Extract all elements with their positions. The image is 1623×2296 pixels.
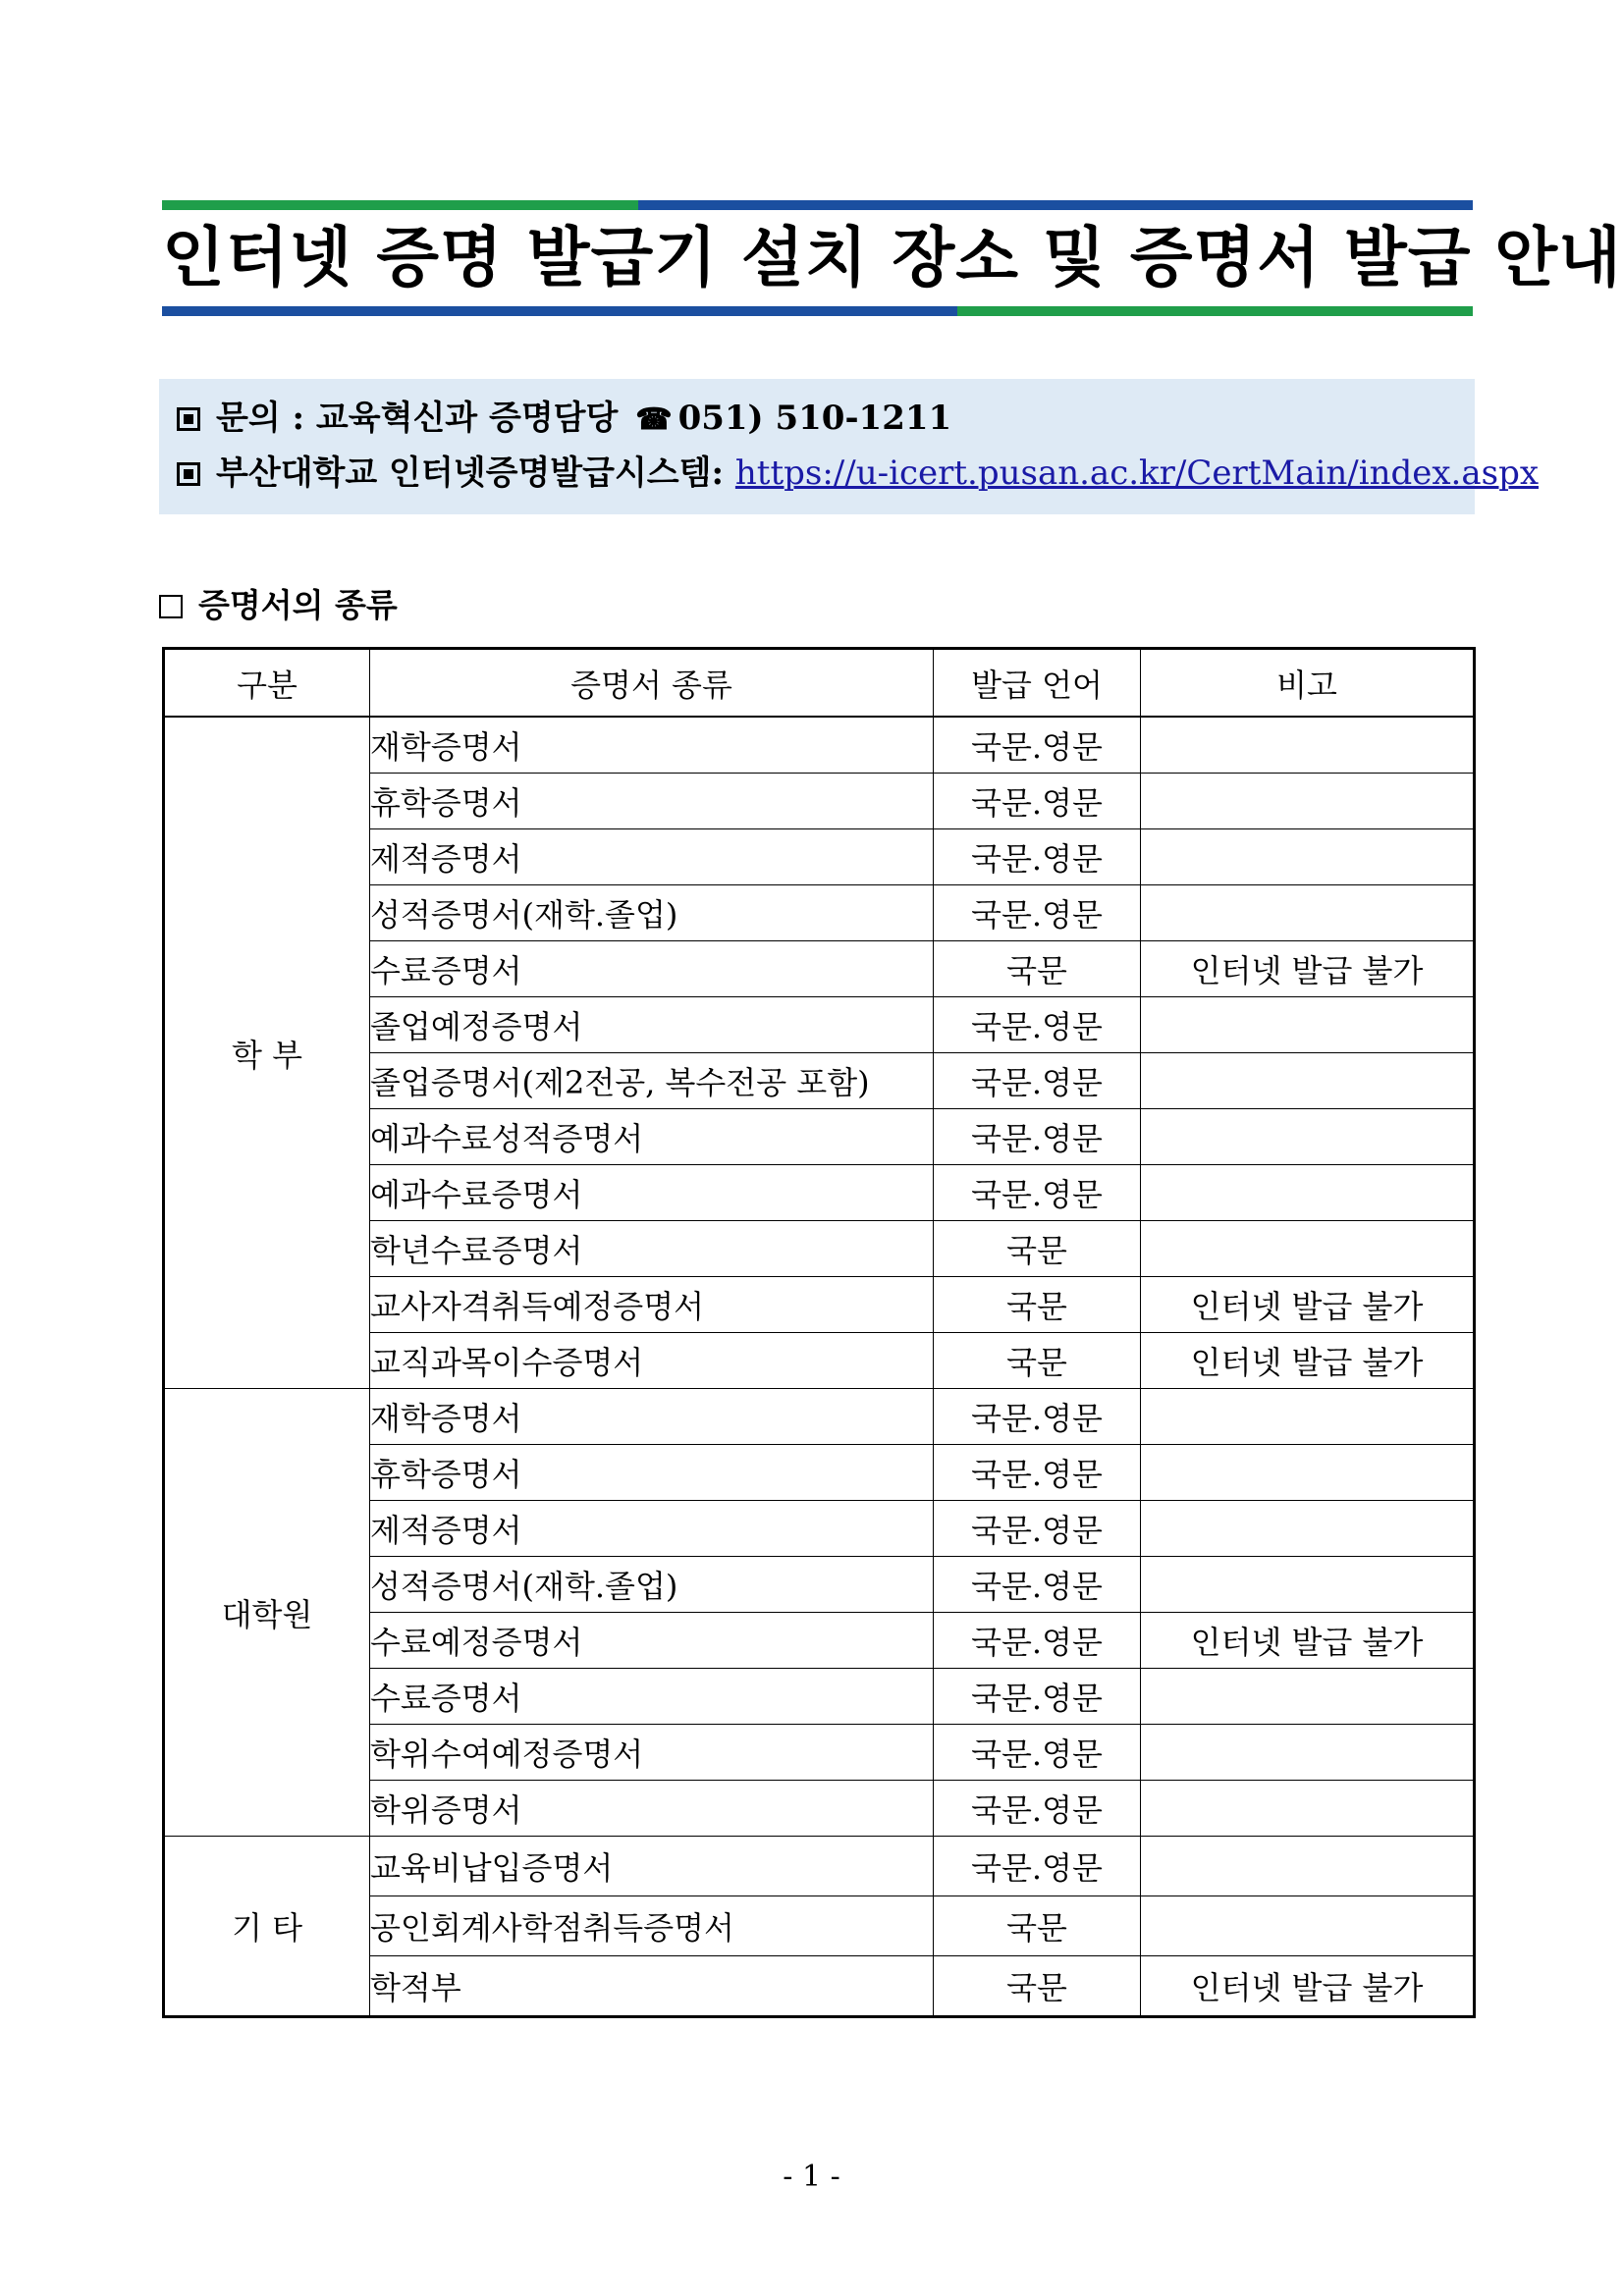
certificate-table xyxy=(162,647,1476,2018)
category-cell: 학 부 xyxy=(164,717,370,1389)
language-cell: 국문.영문 xyxy=(934,1445,1141,1501)
table-body xyxy=(164,717,1475,2017)
contact-info-box xyxy=(159,379,1540,514)
language-cell: 국문.영문 xyxy=(934,717,1141,774)
language-cell: 국문.영문 xyxy=(934,829,1141,885)
certificate-name-cell: 교직과목이수증명서 xyxy=(370,1333,934,1389)
language-cell: 국문 xyxy=(934,1896,1141,1956)
filled-square-bullet-icon xyxy=(177,462,200,486)
system-label: 부산대학교 인터넷증명발급시스템: xyxy=(216,454,725,493)
language-cell: 국문.영문 xyxy=(934,1389,1141,1445)
language-cell: 국문.영문 xyxy=(934,1613,1141,1669)
language-cell: 국문.영문 xyxy=(934,1669,1141,1725)
language-cell: 국문.영문 xyxy=(934,1781,1141,1837)
certificate-name-cell: 성적증명서(재학.졸업) xyxy=(370,885,934,941)
note-cell xyxy=(1141,1389,1475,1445)
certificate-name-cell: 예과수료증명서 xyxy=(370,1165,934,1221)
note-cell: 인터넷 발급 불가 xyxy=(1141,1956,1475,2017)
note-cell xyxy=(1141,1445,1475,1501)
header-category: 구분 xyxy=(164,649,370,718)
certificate-name-cell: 수료예정증명서 xyxy=(370,1613,934,1669)
certificate-name-cell: 졸업예정증명서 xyxy=(370,997,934,1053)
inquiry-line xyxy=(177,391,1457,446)
note-cell xyxy=(1141,1669,1475,1725)
language-cell: 국문.영문 xyxy=(934,1501,1141,1557)
certificate-name-cell: 휴학증명서 xyxy=(370,1445,934,1501)
empty-square-bullet-icon xyxy=(159,595,183,618)
certificate-name-cell: 성적증명서(재학.졸업) xyxy=(370,1557,934,1613)
certificate-name-cell: 휴학증명서 xyxy=(370,774,934,829)
certificate-name-cell: 학위증명서 xyxy=(370,1781,934,1837)
category-cell: 기 타 xyxy=(164,1837,370,2017)
title-bottom-rule xyxy=(162,306,1473,316)
note-cell xyxy=(1141,1557,1475,1613)
language-cell: 국문 xyxy=(934,1956,1141,2017)
language-cell: 국문 xyxy=(934,941,1141,997)
language-cell: 국문.영문 xyxy=(934,774,1141,829)
note-cell: 인터넷 발급 불가 xyxy=(1141,1613,1475,1669)
note-cell xyxy=(1141,774,1475,829)
language-cell: 국문.영문 xyxy=(934,1109,1141,1165)
system-line xyxy=(177,446,1540,501)
section-heading xyxy=(159,581,398,630)
filled-square-bullet-icon xyxy=(177,407,200,431)
table-header-row xyxy=(164,649,1475,718)
language-cell: 국문.영문 xyxy=(934,1557,1141,1613)
certificate-name-cell: 수료증명서 xyxy=(370,1669,934,1725)
note-cell xyxy=(1141,1165,1475,1221)
certificate-name-cell: 학적부 xyxy=(370,1956,934,2017)
certificate-name-cell: 졸업증명서(제2전공, 복수전공 포함) xyxy=(370,1053,934,1109)
note-cell xyxy=(1141,1221,1475,1277)
certificate-name-cell: 재학증명서 xyxy=(370,717,934,774)
title-block xyxy=(162,200,1622,316)
system-url-link[interactable]: https://u-icert.pusan.ac.kr/CertMain/index.aspx xyxy=(734,454,1540,493)
header-note: 비고 xyxy=(1141,649,1475,718)
certificate-name-cell: 수료증명서 xyxy=(370,941,934,997)
certificate-name-cell: 예과수료성적증명서 xyxy=(370,1109,934,1165)
language-cell: 국문.영문 xyxy=(934,1053,1141,1109)
note-cell: 인터넷 발급 불가 xyxy=(1141,941,1475,997)
page-title: 인터넷 증명 발급기 설치 장소 및 증명서 발급 안내 xyxy=(162,220,1622,295)
category-cell: 대학원 xyxy=(164,1389,370,1837)
language-cell: 국문.영문 xyxy=(934,1165,1141,1221)
note-cell xyxy=(1141,1896,1475,1956)
language-cell: 국문.영문 xyxy=(934,1725,1141,1781)
certificate-name-cell: 교육비납입증명서 xyxy=(370,1837,934,1896)
phone-number: 051) 510-1211 xyxy=(677,399,952,438)
header-certificate: 증명서 종류 xyxy=(370,649,934,718)
note-cell xyxy=(1141,1781,1475,1837)
note-cell xyxy=(1141,1725,1475,1781)
language-cell: 국문.영문 xyxy=(934,885,1141,941)
page-number: - 1 - xyxy=(783,2160,840,2194)
note-cell: 인터넷 발급 불가 xyxy=(1141,1277,1475,1333)
title-top-rule xyxy=(162,200,1473,210)
certificate-name-cell: 제적증명서 xyxy=(370,1501,934,1557)
certificate-name-cell: 제적증명서 xyxy=(370,829,934,885)
note-cell: 인터넷 발급 불가 xyxy=(1141,1333,1475,1389)
certificate-name-cell: 재학증명서 xyxy=(370,1389,934,1445)
section-heading-text: 증명서의 종류 xyxy=(198,586,398,624)
note-cell xyxy=(1141,829,1475,885)
note-cell xyxy=(1141,885,1475,941)
note-cell xyxy=(1141,1501,1475,1557)
certificate-name-cell: 교사자격취득예정증명서 xyxy=(370,1277,934,1333)
table-row xyxy=(164,1389,1475,1445)
note-cell xyxy=(1141,997,1475,1053)
certificate-name-cell: 학위수여예정증명서 xyxy=(370,1725,934,1781)
language-cell: 국문.영문 xyxy=(934,1837,1141,1896)
language-cell: 국문 xyxy=(934,1277,1141,1333)
inquiry-label: 문의 : 교육혁신과 증명담당 xyxy=(216,399,619,438)
telephone-icon: ☎ xyxy=(635,402,673,437)
certificate-name-cell: 학년수료증명서 xyxy=(370,1221,934,1277)
language-cell: 국문.영문 xyxy=(934,997,1141,1053)
note-cell xyxy=(1141,1053,1475,1109)
language-cell: 국문 xyxy=(934,1221,1141,1277)
note-cell xyxy=(1141,1837,1475,1896)
certificate-name-cell: 공인회계사학점취득증명서 xyxy=(370,1896,934,1956)
header-language: 발급 언어 xyxy=(934,649,1141,718)
language-cell: 국문 xyxy=(934,1333,1141,1389)
note-cell xyxy=(1141,1109,1475,1165)
table-row xyxy=(164,1837,1475,1896)
table-row xyxy=(164,717,1475,774)
note-cell xyxy=(1141,717,1475,774)
